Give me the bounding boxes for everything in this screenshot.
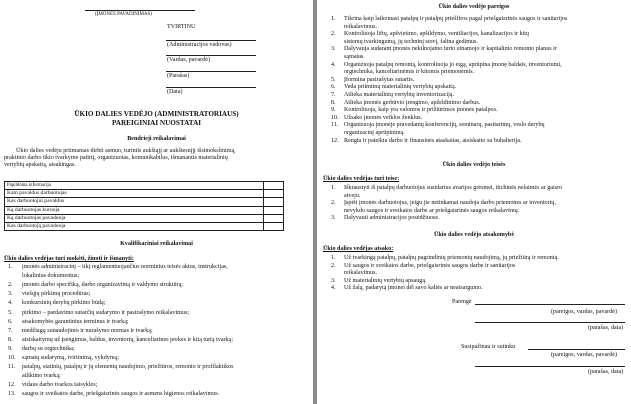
paragraph-line: vertybių apskaitą, atsakingas. bbox=[4, 162, 76, 168]
list-item-number: 8. bbox=[8, 336, 13, 343]
list-item-number: 4. bbox=[8, 300, 13, 307]
list-item-number: 7. bbox=[331, 92, 336, 98]
list-item-text: Įforminа pasirašytas sutartis. bbox=[344, 76, 415, 83]
signature-line bbox=[475, 304, 625, 305]
list-item-number: 1. bbox=[331, 185, 336, 191]
list-item-text: atsakomybės garantinius terminus ir tvarką; bbox=[22, 318, 129, 325]
list-item-number: 11. bbox=[331, 122, 339, 129]
signature-caption: (pareigos, vardas, pavardė) bbox=[551, 352, 617, 358]
list-item-text: Už tvarkingą patalpų, patalpų pagrindinių priemonių naudojimą, jų priežiūrą ir remontą. bbox=[344, 255, 559, 261]
signature-line bbox=[528, 349, 625, 350]
approval-line bbox=[166, 71, 256, 72]
list-item-number: 1. bbox=[331, 255, 336, 261]
table-label-cell: Kas darbuotoją pavaduoja bbox=[5, 223, 264, 231]
paragraph-line: Ūkio dalies vedėju priimamas dirbti asmuo, turintis aukštąjį ar aukštesnįjį išsimokslinimą, bbox=[16, 148, 236, 154]
list-item-text: Užsako įmonės veiklos ženklus. bbox=[344, 114, 423, 121]
table-label-cell: Ką darbuotojas kuruoja bbox=[5, 206, 264, 214]
document-title: ŪKIO DALIES VEDĖJO (ADMINISTRATORIAUS) bbox=[74, 110, 239, 118]
list-item-text: medžiagų sunaudojimo ir nurašymo normas ir tvarką; bbox=[22, 327, 153, 334]
list-item-number: 12. bbox=[8, 382, 16, 389]
list-item-text: Rengia ir pateikia darbo ir finansinės ataskaitas, atsiskaito su buhalterija. bbox=[344, 137, 522, 144]
list-item-text: konkursinių derybų pirkimo būdą; bbox=[22, 300, 106, 307]
paragraph-line: praktinio darbo ūkio tvarkyme patirtį, organizuotas, komunikabilus, išmanantis materialinių bbox=[4, 155, 228, 161]
list-item-text: atsiskaitymų už įsengimus, baldus, inventorių, kanceliarines prekes ir kitą turtą tvarką; bbox=[22, 336, 234, 343]
list-item-number: 6. bbox=[8, 318, 13, 325]
approval-line-label: (Vardas, pavardė) bbox=[167, 57, 210, 63]
approval-title: TVIRTINU bbox=[167, 24, 196, 30]
list-item-number: 6. bbox=[331, 84, 336, 91]
list-item-number: 4. bbox=[331, 61, 336, 68]
additional-info-table bbox=[4, 181, 284, 231]
list-item-text: įmonės darbo specifiką, darbo organizavimą ir valdymo struktūrą; bbox=[22, 282, 183, 289]
table-value-cell bbox=[263, 190, 283, 198]
list-item-text: Tikrina kaip laikomasi patalpų ir patalpų priešfiros pagal priešgaisrinės saugos ir sanitarijos bbox=[344, 16, 568, 22]
list-item-text: Atlieka įmonės gerbūvio įrengimo, apželdinimo darbus. bbox=[344, 99, 481, 106]
list-heading: Ūkio dalies vedėjas turi teise: bbox=[323, 176, 400, 182]
list-item-text: patalpų, statinių, patalpų ir jų elementų naudojimo, priežiūros, remonto ir profilaktikos bbox=[22, 364, 234, 371]
list-item-number: 3. bbox=[331, 215, 336, 222]
table-value-cell bbox=[263, 182, 283, 190]
document-page-left bbox=[0, 0, 313, 404]
list-item-number: 1. bbox=[8, 264, 13, 270]
list-item-number: 3. bbox=[331, 46, 336, 53]
list-item-text: Už materialinių vertybių apsaugą. bbox=[344, 277, 427, 284]
list-item-text: reikalavimus. bbox=[344, 270, 377, 277]
document-subtitle: PAREIGINIAI NUOSTATAI bbox=[111, 119, 202, 127]
list-item-number: 4. bbox=[331, 285, 336, 292]
document-page-right bbox=[317, 0, 631, 404]
list-item-number: 9. bbox=[8, 345, 13, 352]
table-label-cell: Ką darbuotojas pavaduoja bbox=[5, 214, 264, 222]
company-name-line bbox=[85, 10, 195, 11]
list-item-text: pirkimo – pardavimo sutarčių sudarymo ir pasirašymo reikalavimus; bbox=[22, 309, 190, 316]
list-item-number: 2. bbox=[8, 282, 13, 289]
list-item-number: 3. bbox=[8, 291, 13, 298]
approval-line-label: (Data) bbox=[167, 89, 183, 95]
list-item-number: 12. bbox=[331, 137, 339, 144]
list-item-text: Už saugos ir sveikatos darbe, priešgaisrinės saugos darbe ir sanitarijos bbox=[344, 262, 516, 269]
list-heading: Ūkio dalies vedėjas atsako: bbox=[323, 246, 394, 252]
list-item-text: darbų su orgtechnika; bbox=[22, 345, 75, 352]
list-item-text: sąmatas. bbox=[344, 54, 365, 60]
table-value-cell bbox=[263, 198, 283, 206]
list-item-text: atveju. bbox=[344, 192, 361, 199]
signature-line bbox=[475, 322, 625, 323]
list-heading: Ūkio dalies vedėjas turi mokėti, žinoti ir išmanyti: bbox=[4, 256, 134, 262]
list-item-number: 10. bbox=[8, 355, 16, 361]
list-item-number: 8. bbox=[331, 99, 336, 106]
table-value-cell bbox=[263, 206, 283, 214]
list-item-text: Veda priimtinų materialinių vertybių apskaitą. bbox=[344, 84, 457, 91]
list-item-text: Organizuoja patalpų remontą, kontroliuoja jo eigą, aprūpina įmonę baldais, inventoriumi, bbox=[344, 61, 562, 68]
list-item-number: 1. bbox=[331, 16, 336, 22]
company-name-label: (ĮMONĖS PAVADINIMAS) bbox=[95, 12, 153, 17]
list-item-text: reikalavimus. bbox=[344, 23, 377, 30]
list-item-text: nevykdo saugos ir sveikatos darbe ar priešgaisrinės saugos reikalavimų. bbox=[344, 207, 520, 214]
section-heading: Ūkio dalies vedėjo teisės bbox=[442, 162, 506, 168]
list-item-text: Kontroliuoja, kaip yra valomos ir prižiūrimos įmonės patalpos. bbox=[344, 107, 498, 114]
list-item-text: Organizuoja įmonėje pravedamų konferencijų, seminarų, pasitarimų, veslo derybų bbox=[344, 122, 545, 129]
list-item-number: 3. bbox=[331, 277, 336, 284]
list-item-text: Atlieka materialinių vertybių inventorizaciją. bbox=[344, 92, 454, 98]
list-item-text: Įspėti įmonės darbuotojus, jeigu jie netinkamai naudoja darbo priemones ar inventorių, bbox=[344, 200, 556, 207]
list-item-number: 7. bbox=[8, 327, 13, 334]
list-item-number: 9. bbox=[331, 107, 336, 114]
list-item-text: saugos ir sveikatos darbe, priešgaisrinės saugos ir asmens higienos reikalavimus. bbox=[22, 391, 220, 398]
table-label-cell: Kam pavaldus darbuotojas bbox=[5, 190, 264, 198]
list-item-number: 5. bbox=[8, 309, 13, 316]
list-item-number: 10. bbox=[331, 114, 339, 121]
list-item-text: vidaus darbo tvarkos taisykles; bbox=[22, 382, 98, 389]
signature-caption: (parašas, data) bbox=[588, 325, 624, 331]
signature-caption: (pareigos, vardas, pavardė) bbox=[551, 309, 617, 315]
list-item-text: atlikimo tvarką; bbox=[22, 373, 61, 380]
list-item-text: Už žalą, padarytą įmonei dėl savo kaltės ar neatsargumo. bbox=[344, 285, 483, 292]
list-item-number: 2. bbox=[331, 262, 336, 269]
list-item-text: organizacinį aprūpinimą. bbox=[344, 130, 405, 136]
section-heading: Kvalifikaciniai reikalavimai bbox=[120, 241, 193, 247]
section-heading: Ūkio dalies vedėjo pareigos bbox=[438, 4, 510, 10]
list-item-number: 5. bbox=[331, 76, 336, 83]
approval-line-label: (Administracijos vadovas) bbox=[167, 42, 232, 48]
table-value-cell bbox=[263, 214, 283, 222]
list-item-number: 2. bbox=[331, 200, 336, 207]
table-label-cell: Kas darbuotojui pavaldus bbox=[5, 198, 264, 206]
table-header-cell: Papildoma informacija bbox=[5, 182, 264, 190]
table-row bbox=[5, 198, 284, 206]
list-item-text: sąmatų sudarymą, tvirtinimą, vykdymą; bbox=[22, 355, 119, 361]
agreed-label: Susipažinau ir sutinku bbox=[461, 344, 516, 350]
table-row bbox=[5, 214, 284, 222]
approval-line bbox=[166, 55, 256, 56]
list-item-text: Kontroliuoja liftų, apšvietimo, apšildymo, ventiliacijos, kanalizacijos ir kitų bbox=[344, 31, 529, 38]
list-item-number: 2. bbox=[331, 31, 336, 38]
approval-line bbox=[166, 87, 256, 88]
section-heading: Ūkio dalies vedėjo atsakomybė bbox=[433, 232, 515, 238]
signature-line bbox=[475, 366, 625, 367]
table-row bbox=[5, 182, 284, 190]
prepared-label: Parengė bbox=[452, 299, 472, 305]
table-row bbox=[5, 190, 284, 198]
list-item-text: sistemų tvarkingumą, jų techninį stovį, falina gedimus. bbox=[344, 38, 478, 45]
table-value-cell bbox=[263, 223, 283, 231]
table-row bbox=[5, 223, 284, 231]
list-item-text: Dalyvauja sudarant įmonės nekilnojamo turto einamojo ir kapitalinio remonto planus ir bbox=[344, 46, 557, 53]
list-item-text: Dalyvauti administracijos posėdžiuose. bbox=[344, 215, 440, 222]
list-item-text: įmonės administracinį – tikį reglamentuojančius norminius teisės aktus, instrukcijas, bbox=[22, 264, 228, 270]
list-item-text: lokalinius dokumentus; bbox=[22, 273, 80, 280]
approval-line-label: (Parašas) bbox=[167, 73, 190, 79]
list-item-number: 13. bbox=[8, 391, 16, 398]
signature-caption: (parašas, data) bbox=[588, 369, 624, 375]
table-row bbox=[5, 206, 284, 214]
list-item-number: 11. bbox=[8, 364, 16, 371]
list-item-text: viešųjų pirkimų procedūras; bbox=[22, 291, 91, 298]
section-heading: Bendrieji reikalavimai bbox=[127, 136, 186, 142]
approval-line bbox=[166, 40, 256, 41]
list-item-text: Iškraustyti iš patalpų darbuotojus susidarius avarijos grėsmei, itichinės nelaimės ar gaisro bbox=[344, 185, 563, 191]
list-item-text: orgtechnika, kanceliarinėmis ir kitomis priemonėmis. bbox=[344, 69, 475, 76]
